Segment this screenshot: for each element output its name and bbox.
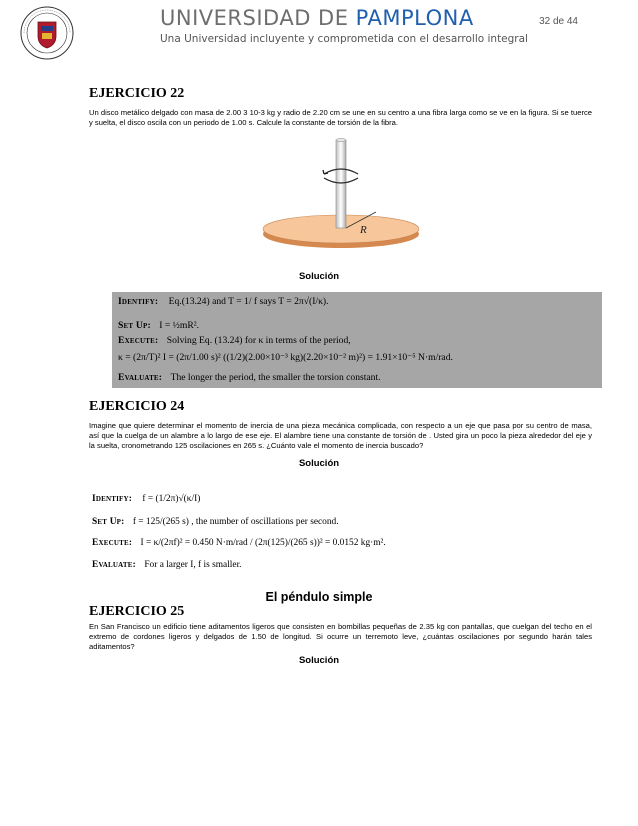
exercise-25-statement: En San Francisco un edificio tiene aditamentos ligeros que consisten en bombillas pequeñas de 2.35 kg con pantallas, que cuelgan del techo en el extremo de cordones ligeros y delgados de 1.50 de longitud. Si ocurre un terremoto leve, ¿cuántas oscilaciones por segundo harán tales aditamentos? <box>89 622 592 652</box>
university-name-part1: UNIVERSIDAD DE <box>160 6 349 30</box>
execute-label: Execute: <box>118 335 159 346</box>
execute-text: Solving Eq. (13.24) for κ in terms of the period, <box>166 335 351 346</box>
exercise-24-solution <box>92 490 392 572</box>
exercise-25-solution-label: Solución <box>298 655 340 666</box>
setup-text: I = ½mR². <box>159 320 200 331</box>
exercise-22-solution-box <box>112 292 602 388</box>
setup-label: Set Up: <box>118 320 151 331</box>
identify-text: Eq.(13.24) and T = 1/ f says T = 2π√(I/κ). <box>168 296 329 307</box>
evaluate-text: The longer the period, the smaller the torsion constant. <box>170 372 381 383</box>
section-title-simple-pendulum: El péndulo simple <box>265 590 373 604</box>
university-name-part2: PAMPLONA <box>355 6 474 30</box>
identify-label: Identify: <box>118 296 159 307</box>
torsion-disk-figure <box>258 138 424 250</box>
exercise-22-solution-label: Solución <box>298 271 340 282</box>
execute-label: Execute: <box>92 538 133 548</box>
exercise-25-title: EJERCICIO 25 <box>89 604 185 619</box>
evaluate-text: For a larger I, f is smaller. <box>144 560 242 570</box>
identify-label: Identify: <box>92 494 133 504</box>
radius-label: R <box>360 224 367 236</box>
exercise-24-statement: Imagine que quiere determinar el momento de inercia de una pieza mecánica complicada, con respecto a un eje que pasa por su centro de masa, así que la cuelga de un alambre a lo largo de ese eje. El alambre tiene una constante de torsión de . Usted gira un poco la pieza alrededor del eje y la suelta, cronometrando 125 oscilaciones en 265 s. ¿Cuánto vale el momento de inercia buscado? <box>89 421 592 451</box>
identify-text: f = (1/2π)√(κ/I) <box>142 494 201 504</box>
setup-label: Set Up: <box>92 517 125 527</box>
evaluate-label: Evaluate: <box>92 560 136 570</box>
university-seal-logo <box>20 6 74 60</box>
university-name <box>160 6 474 30</box>
execute-text: I = κ/(2πf)² = 0.450 N·m/rad / (2π(125)/(265 s))² = 0.0152 kg·m². <box>140 538 386 548</box>
exercise-22-title: EJERCICIO 22 <box>89 86 185 101</box>
exercise-24-solution-label: Solución <box>298 458 340 469</box>
evaluate-label: Evaluate: <box>118 372 163 383</box>
setup-text: f = 125/(265 s) , the number of oscillations per second. <box>132 517 339 527</box>
torsion-constant-equation: κ = (2π/T)² I = (2π/1.00 s)² ((1/2)(2.00×10⁻³ kg)(2.20×10⁻² m)²) = 1.91×10⁻⁵ N·m/rad. <box>118 352 453 363</box>
page-number: 32 de 44 <box>539 16 578 27</box>
university-tagline: Una Universidad incluyente y comprometida con el desarrollo integral <box>160 33 528 45</box>
exercise-22-statement: Un disco metálico delgado con masa de 2.00 3 10-3 kg y radio de 2.20 cm se une en su centro a una fibra larga como se ve en la figura. Si se tuerce y suelta, el disco oscila con un periodo de 1.00 s. Calcule la constante de torsión de la fibra. <box>89 108 592 128</box>
exercise-24-title: EJERCICIO 24 <box>89 399 185 414</box>
